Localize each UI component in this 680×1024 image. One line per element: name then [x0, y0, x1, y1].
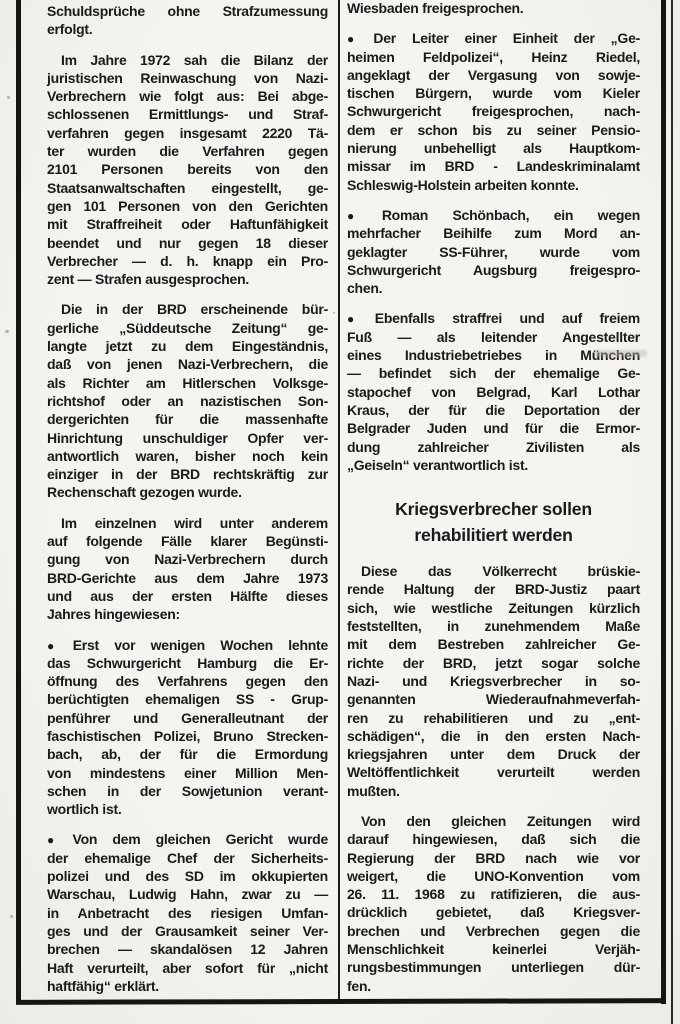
paragraph	[47, 51, 328, 289]
text-line: missar im BRD - Landeskriminalamt	[347, 158, 640, 175]
text-line: juristischen Reinwaschung von Nazi-	[47, 69, 328, 86]
text-line: sich, wie westliche Zeitungen kürzlich	[347, 599, 640, 616]
text-line: Fuß — als leitender Angestellter	[347, 328, 640, 345]
text-line: antwortlich waren, bisher noch kein	[47, 447, 328, 464]
text-line: kriegsjahren unter dem Druck der	[347, 746, 640, 763]
right-border-rule	[661, 0, 666, 1004]
scan-smudge	[595, 350, 647, 357]
text-line: Menschlichkeit keinerlei Verjäh-	[347, 941, 640, 958]
text-line: bach, ab, der für die Ermordung	[47, 746, 328, 763]
text-line: Diese das Völkerrecht brüskie-	[361, 563, 640, 580]
text-line: chen.	[347, 280, 383, 297]
bottom-border-rule	[16, 998, 666, 1005]
right-text-column	[347, 0, 640, 995]
text-line: ● Ebenfalls straffrei und auf freiem	[347, 310, 641, 327]
text-line: brechen — skandalösen 12 Jahren	[47, 941, 328, 958]
text-line: richtshof oder an nazistischen Son-	[47, 392, 328, 409]
text-line: auf folgende Fälle klarer Begünsti-	[47, 533, 328, 550]
text-line: erfolgt.	[47, 21, 93, 38]
text-line: Hinrichtung unschuldiger Opfer ver-	[47, 429, 328, 446]
text-line: Kraus, der für die Deportation der	[347, 401, 640, 418]
text-line: dergerichten für die massenhafte	[47, 411, 328, 428]
scan-speck	[333, 312, 335, 314]
text-line: beendet und nur gegen 18 dieser	[47, 234, 328, 251]
text-line: daß von jenen Nazi-Verbrechern, die	[47, 356, 328, 373]
paragraph	[47, 2, 328, 39]
paragraph	[47, 514, 328, 624]
heading-line: Kriegsverbrecher sollen	[395, 499, 592, 520]
text-line: geklagter SS-Führer, wurde vom	[347, 243, 640, 260]
text-line: darauf hingewiesen, daß sich die	[347, 831, 640, 848]
text-line: mehrfacher Beihilfe zum Mord an-	[347, 225, 640, 242]
text-line: 2101 Personen bereits von den	[47, 161, 328, 178]
text-line: Schuldsprüche ohne Strafzumessung	[47, 3, 328, 19]
text-line: dem er schon bis zu seiner Pensio-	[347, 121, 640, 138]
column-divider-rule	[338, 0, 340, 1000]
heading-line: rehabilitiert werden	[414, 525, 573, 546]
text-line: haftfähig“ erklärt.	[47, 977, 159, 994]
text-line: stapochef von Belgrad, Karl Lothar	[347, 383, 640, 400]
text-line: wortlich ist.	[47, 801, 122, 818]
text-line: genannten Wiederaufnahmeverfah-	[347, 691, 640, 708]
text-line: Die in der BRD erscheinende bür-	[61, 301, 328, 318]
bullet-icon: ●	[47, 638, 66, 653]
scan-speck	[5, 330, 9, 333]
text-line: Verbrecher — d. h. knapp ein Pro-	[47, 252, 328, 269]
bullet-icon: ●	[347, 312, 368, 327]
text-line: Von den gleichen Zeitungen wird	[361, 812, 640, 829]
text-line: drücklich gebietet, daß Kriegsver-	[347, 904, 640, 921]
text-line: schlossenen Ermittlungs- und Straf-	[47, 106, 328, 123]
bullet-paragraph	[347, 206, 640, 297]
text-line: rende Haltung der BRD-Justiz paart	[347, 581, 640, 598]
text-line: der ehemalige Chef der Sicherheits-	[47, 849, 328, 866]
text-line: polizei und des SD im okkupierten	[47, 868, 328, 885]
text-line: ● Erst vor wenigen Wochen lehnte	[47, 636, 328, 653]
text-line: ges und der Grausamkeit seiner Ver-	[47, 922, 328, 939]
text-line: ter wurden die Verfahren gegen	[47, 143, 328, 160]
text-line: von mindestens einer Million Men-	[47, 764, 328, 781]
bullet-paragraph	[47, 636, 328, 819]
bullet-paragraph	[47, 830, 328, 995]
text-line: mußten.	[347, 782, 400, 799]
text-line: in Anbetracht des riesigen Umfan-	[47, 904, 328, 921]
text-line: verfahren gegen insgesamt 2220 Tä-	[47, 124, 328, 141]
right-outer-rule	[671, 0, 673, 1024]
text-line: schädigen“, die in den ersten Nach-	[347, 727, 640, 744]
text-line: Schwurgericht Augsburg freigespro-	[347, 261, 640, 278]
text-line: Haft verurteilt, aber sofort für „nicht	[47, 959, 328, 976]
bullet-icon: ●	[347, 208, 375, 223]
text-line: eines Industriebetriebes in München	[347, 347, 640, 364]
text-line: gerliche „Süddeutsche Zeitung“ ge-	[47, 319, 328, 336]
text-line: Wiesbaden freigesprochen.	[347, 0, 524, 16]
text-line: öffnung des Verfahrens gegen den	[47, 673, 328, 690]
text-line: Warschau, Ludwig Hahn, zwar zu —	[47, 886, 328, 903]
text-line: ● Roman Schönbach, ein wegen	[347, 206, 640, 223]
text-line: angeklagt der Vergasung von sowje-	[347, 66, 640, 83]
text-line: nierung unbehelligt als Hauptkom-	[347, 140, 640, 157]
scan-speck	[10, 915, 13, 918]
text-line: fen.	[347, 977, 371, 994]
text-line: ● Von dem gleichen Gericht wurde	[47, 831, 329, 848]
text-line: tischen Bürgern, wurde vom Kieler	[347, 85, 640, 102]
text-line: feststellten, in zunehmendem Maße	[347, 618, 640, 635]
text-line: gen 101 Personen von den Gerichten	[47, 197, 328, 214]
text-line: heimen Feldpolizei“, Heinz Riedel,	[347, 48, 640, 65]
left-text-column	[47, 2, 328, 995]
text-line: einziger in der BRD rechtskräftig zur	[47, 466, 328, 483]
text-line: Regierung der BRD nach wie vor	[347, 849, 640, 866]
text-line: Verbrechern wie folgt aus: Bei abge-	[47, 88, 328, 105]
text-line: Nazi- und Kriegsverbrecher in so-	[347, 672, 640, 689]
left-border-rule	[16, 0, 21, 1004]
text-line: Schwurgericht freigesprochen, nach-	[347, 103, 640, 120]
text-line: ren zu rehabilitieren und zu „ent-	[347, 709, 640, 726]
text-line: rungsbestimmungen unterliegen dür-	[347, 959, 640, 976]
bullet-paragraph	[347, 309, 640, 474]
text-line: weigert, die UNO-Konvention vom	[347, 867, 640, 884]
text-line: Belgrader Juden und für die Ermor-	[347, 420, 640, 437]
text-line: Rechenschaft gezogen wurde.	[47, 484, 242, 501]
text-line: berüchtigten ehemaligen SS - Grup-	[47, 691, 328, 708]
paragraph	[347, 812, 640, 995]
text-line: richte der BRD, jetzt sogar solche	[347, 654, 640, 671]
bullet-icon: ●	[47, 833, 66, 848]
text-line: Schleswig-Holstein arbeiten konnte.	[347, 176, 579, 193]
text-line: brechen und Verbrechen gegen die	[347, 922, 640, 939]
text-line: ● Der Leiter einer Einheit der „Ge-	[347, 30, 641, 47]
text-line: faschistischen Polizei, Bruno Strecken-	[47, 727, 328, 744]
text-line: „Geiseln“ verantwortlich ist.	[347, 456, 529, 473]
text-line: Im Jahre 1972 sah die Bilanz der	[61, 51, 328, 68]
text-line: Weltöffentlichkeit verurteilt werden	[347, 764, 640, 781]
text-line: Staatsanwaltschaften eingestellt, ge-	[47, 179, 328, 196]
paragraph	[47, 300, 328, 501]
text-line: langte jetzt zu dem Eingeständnis,	[47, 338, 328, 355]
text-line: Jahres hingewiesen:	[47, 606, 180, 623]
text-line: schen in der Sowjetunion verant-	[47, 782, 328, 799]
scan-speck	[7, 96, 10, 99]
text-line: 26. 11. 1968 zu ratifizieren, die aus-	[347, 886, 640, 903]
text-line: penführer und Generalleutnant der	[47, 709, 328, 726]
text-line: Im einzelnen wird unter anderem	[61, 514, 328, 531]
text-line: zent — Strafen ausgesprochen.	[47, 271, 250, 288]
text-line: dung zahlreicher Zivilisten als	[347, 438, 640, 455]
text-line: gung von Nazi-Verbrechern durch	[47, 551, 328, 568]
paragraph	[347, 562, 640, 800]
bullet-paragraph	[347, 29, 640, 194]
text-line: und aus der ersten Hälfte dieses	[47, 587, 328, 604]
text-line: BRD-Gerichte aus dem Jahre 1973	[47, 569, 328, 586]
text-line: das Schwurgericht Hamburg die Er-	[47, 654, 328, 671]
text-line: als Richter am Hitlerschen Volksge-	[47, 374, 328, 391]
text-line: mit Straffreiheit oder Haftunfähigkeit	[47, 216, 328, 233]
paragraph	[347, 0, 640, 17]
text-line: — befindet sich der ehemalige Ge-	[347, 365, 640, 382]
bullet-icon: ●	[347, 32, 367, 47]
section-heading	[347, 496, 640, 548]
text-line: mit dem Bestreben zahlreicher Ge-	[347, 636, 640, 653]
